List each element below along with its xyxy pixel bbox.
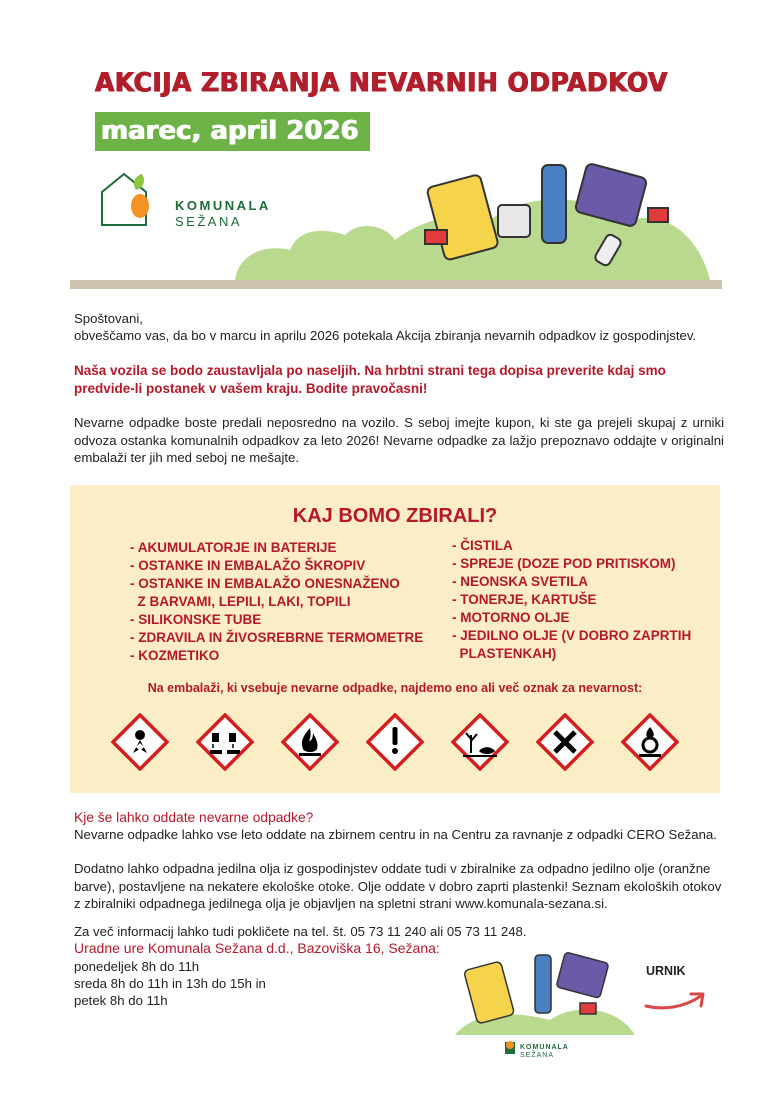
- svg-text:SEŽANA: SEŽANA: [520, 1052, 555, 1059]
- page-title: AKCIJA ZBIRANJA NEVARNIH ODPADKOV: [95, 67, 668, 98]
- more-heading: Kje še lahko oddate nevarne odpadke?: [74, 810, 314, 825]
- flammable-icon: [281, 713, 339, 771]
- more-text-1: Nevarne odpadke lahko vse leto oddate na zbirnem centru in na Centru za ravnanje z odpadki CERO Sežana.: [74, 827, 717, 842]
- footer-illustration: [450, 945, 640, 1065]
- list-item: - SILIKONSKE TUBE: [130, 612, 262, 627]
- environment-hazard-icon: [451, 713, 509, 771]
- hours-wednesday: sreda 8h do 11h in 13h do 15h in: [74, 976, 266, 991]
- harmful-cross-icon: [536, 713, 594, 771]
- logo-name: KOMUNALA: [175, 198, 271, 213]
- health-hazard-icon: [111, 713, 169, 771]
- list-item: - OSTANKE IN EMBALAŽO ONESNAŽENO: [130, 576, 400, 591]
- komunala-logo-icon: [98, 170, 158, 230]
- office-hours-heading: Uradne ure Komunala Sežana d.d., Bazoviška 16, Sežana:: [74, 940, 440, 956]
- collection-box: [70, 485, 720, 793]
- collection-list-right: [452, 537, 691, 663]
- instructions-text: Nevarne odpadke boste predali neposredno na vozilo. S seboj imejte kupon, ki ste ga prejeli skupaj z urniki odvoza ostanka komunalnih odpadkov za leto 2026! Nevarne odpadke za lažjo prepoznavo oddajte v originalni embalaži ter jih med seboj ne mešajte.: [74, 415, 724, 465]
- list-item: - OSTANKE IN EMBALAŽO ŠKROPIV: [130, 558, 366, 573]
- hazardous-waste-illustration: [230, 150, 720, 282]
- intro-greeting: Spoštovani,: [74, 311, 143, 326]
- urnik-label: URNIK: [646, 964, 686, 978]
- logo-sub: SEŽANA: [175, 214, 243, 229]
- pictogram-caption: Na embalaži, ki vsebuje nevarne odpadke, najdemo eno ali več oznak za nevarnost:: [147, 681, 643, 695]
- svg-text:KOMUNALA: KOMUNALA: [520, 1044, 569, 1051]
- list-item: - ČISTILA: [452, 538, 513, 553]
- oxidizing-icon: [621, 713, 679, 771]
- list-item: - KOZMETIKO: [130, 648, 220, 663]
- list-item: PLASTENKAH): [452, 646, 557, 661]
- list-item: Z BARVAMI, LEPILI, LAKI, TOPILI: [130, 594, 351, 609]
- arrow-right-icon: [643, 988, 709, 1012]
- phone-text: Za več informacij lahko tudi pokličete na tel. št. 05 73 11 240 ali 05 73 11 248.: [74, 924, 527, 939]
- header-divider: [70, 280, 722, 289]
- list-item: - SPREJE (DOZE POD PRITISKOM): [452, 556, 676, 571]
- list-item: - MOTORNO OLJE: [452, 610, 570, 625]
- list-item: - AKUMULATORJE IN BATERIJE: [130, 540, 337, 555]
- hours-monday: ponedeljek 8h do 11h: [74, 959, 200, 974]
- hours-friday: petek 8h do 11h: [74, 993, 168, 1008]
- collection-list-left: [130, 539, 423, 665]
- date-banner: marec, april 2026: [95, 112, 370, 151]
- list-item: - NEONSKA SVETILA: [452, 574, 589, 589]
- list-item: - TONERJE, KARTUŠE: [452, 592, 597, 607]
- list-item: - JEDILNO OLJE (V DOBRO ZAPRTIH: [452, 628, 692, 643]
- vehicle-notice: Naša vozila se bodo zaustavljala po naseljih. Na hrbtni strani tega dopisa preverite kdaj smo predvide-li postanek v vašem kraju. Bodite pravočasni!: [74, 363, 666, 396]
- list-item: - ZDRAVILA IN ŽIVOSREBRNE TERMOMETRE: [130, 630, 424, 645]
- collection-title: KAJ BOMO ZBIRALI?: [292, 505, 498, 527]
- intro-text: obveščamo vas, da bo v marcu in aprilu 2026 potekala Akcija zbiranja nevarnih odpadkov iz gospodinjstev.: [74, 328, 697, 343]
- more-text-2: Dodatno lahko odpadna jedilna olja iz gospodinjstev oddate tudi v zbiralnike za odpadno jedilno olje (oranžne barve), postavljene na nekatere ekološke otoke. Olje oddate v dobro zaprti plastenki! Seznam ekoloških otokov z zbiralniki odpadnega jedilnega olja je objavljen na spletni strani www.komunala-sezana.si.: [74, 861, 722, 911]
- corrosive-icon: [196, 713, 254, 771]
- exclamation-icon: [366, 713, 424, 771]
